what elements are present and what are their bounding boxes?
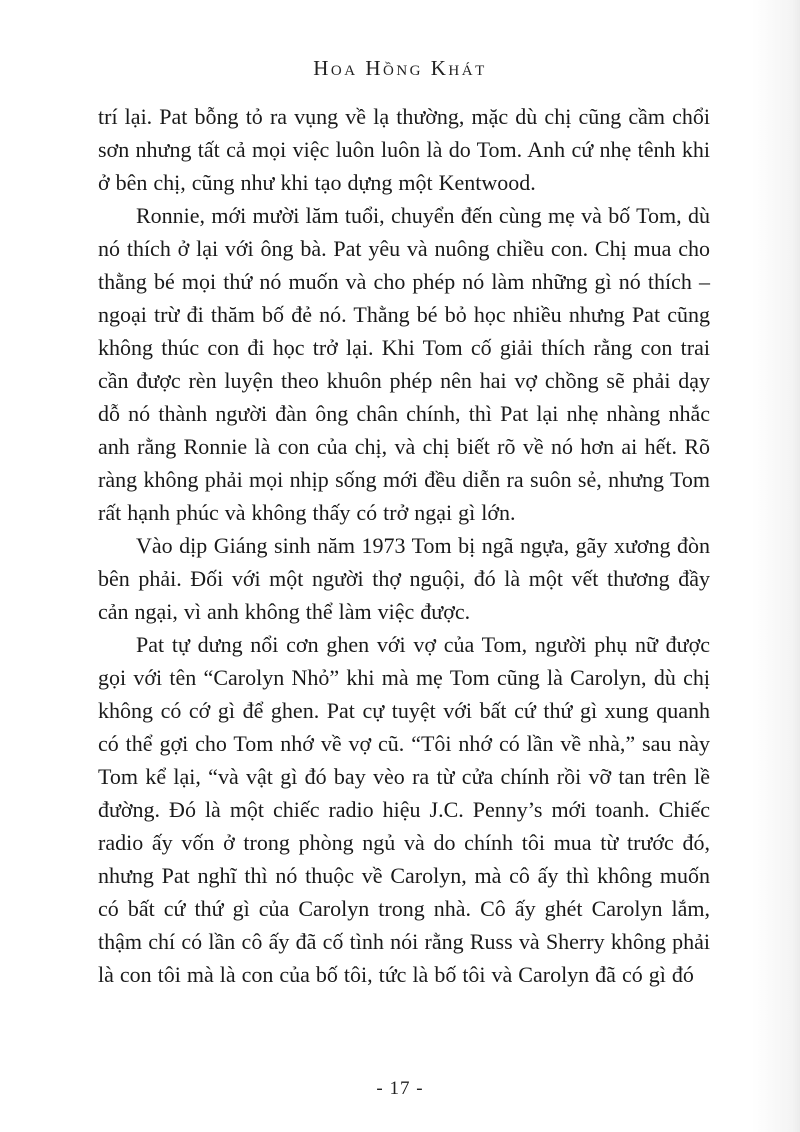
paragraph: Pat tự dưng nổi cơn ghen với vợ của Tom, người phụ nữ được gọi với tên “Carolyn Nhỏ” khi mà mẹ Tom cũng là Carolyn, dù chị không có cớ gì để ghen. Pat cự tuyệt với bất cứ thứ gì xung quanh có thể gợi cho Tom nhớ về vợ cũ. “Tôi nhớ có lần về nhà,” sau này Tom kể lại, “và vật gì đó bay vèo ra từ cửa chính rồi vỡ tan trên lề đường. Đó là một chiếc radio hiệu J.C. Penny’s mới toanh. Chiếc radio ấy vốn ở trong phòng ngủ và do chính tôi mua từ trước đó, nhưng Pat nghĩ thì nó thuộc về Carolyn, mà cô ấy thì không muốn có bất cứ thứ gì của Carolyn trong nhà. Cô ấy ghét Carolyn lắm, thậm chí có lần cô ấy đã cố tình nói rằng Russ và Sherry không phải là con tôi mà là con của bố tôi, tức là bố tôi và Carolyn đã có gì đó bbox=[98, 632, 710, 987]
paragraph: Ronnie, mới mười lăm tuổi, chuyển đến cùng mẹ và bố Tom, dù nó thích ở lại với ông bà. Pat yêu và nuông chiều con. Chị mua cho thằng bé mọi thứ nó muốn và cho phép nó làm những gì nó thích – ngoại trừ đi thăm bố đẻ nó. Thằng bé bỏ học nhiều nhưng Pat cũng không thúc con đi học trở lại. Khi Tom cố giải thích rằng con trai cần được rèn luyện theo khuôn phép nên hai vợ chồng sẽ phải dạy dỗ nó thành người đàn ông chân chính, thì Pat lại nhẹ nhàng nhắc anh rằng Ronnie là con của chị, và chị biết rõ về nó hơn ai hết. Rõ ràng không phải mọi nhịp sống mới đều diễn ra suôn sẻ, nhưng Tom rất hạnh phúc và không thấy có trở ngại gì lớn. bbox=[98, 203, 710, 525]
running-header: Hoa Hồng Khát bbox=[313, 56, 487, 80]
paragraph: Vào dịp Giáng sinh năm 1973 Tom bị ngã ngựa, gãy xương đòn bên phải. Đối với một người thợ nguội, đó là một vết thương đầy cản ngại, vì anh không thể làm việc được. bbox=[98, 533, 710, 624]
page-number: - 17 - bbox=[376, 1078, 424, 1099]
page-body bbox=[98, 100, 710, 991]
paragraph: trí lại. Pat bỗng tỏ ra vụng về lạ thường, mặc dù chị cũng cầm chổi sơn nhưng tất cả mọi việc luôn luôn là do Tom. Anh cứ nhẹ tênh khi ở bên chị, cũng như khi tạo dựng một Kentwood. bbox=[98, 104, 710, 195]
